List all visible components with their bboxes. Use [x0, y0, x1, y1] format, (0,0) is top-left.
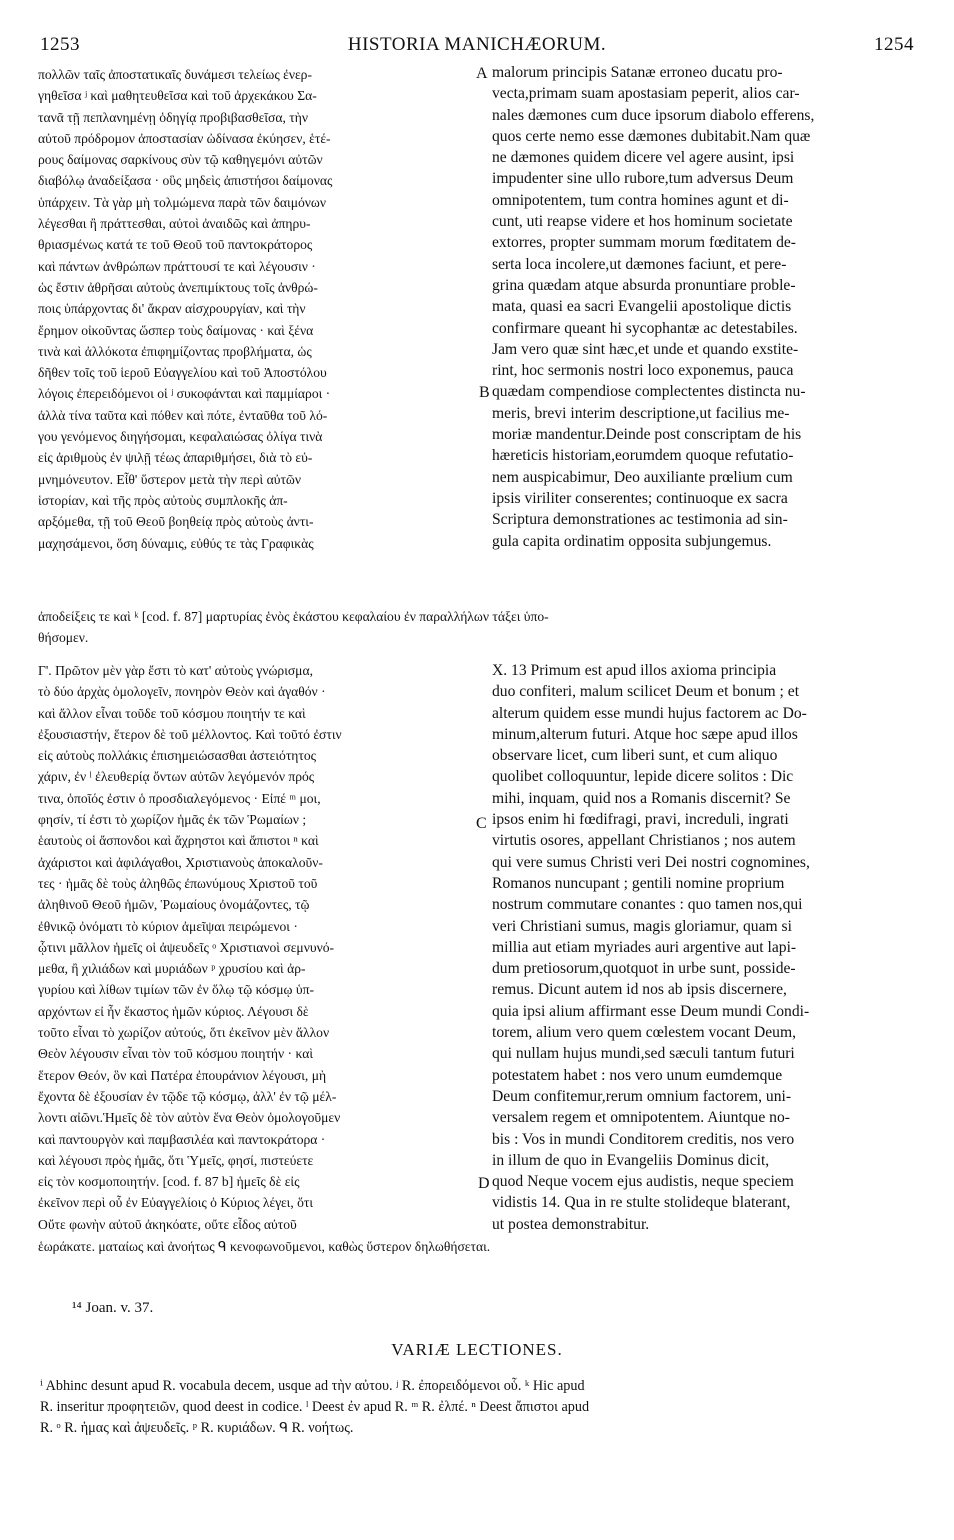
greek-text-line: καὶ παντουργὸν καὶ παμβασιλέα καὶ παντοκράτορα · [38, 1131, 326, 1147]
latin-text-line: in illum de quo in Evangeliis Dominus dicit, [492, 1151, 770, 1169]
margin-marker-b: B [479, 384, 490, 401]
greek-text-line: καὶ πάντων ἀνθρώπων πράττουσί τε καὶ λέγουσιν · [38, 258, 316, 274]
latin-text-line: vecta,primam suam apostasiam peperit, alios car- [492, 85, 800, 103]
greek-text-line: αρξόμεθα, τῇ τοῦ Θεοῦ βοηθείᾳ πρὸς αὐτοὺς ἀντι- [38, 514, 314, 530]
latin-text-line: versalem regem et omnipotentem. Aiuntque no- [492, 1109, 790, 1127]
greek-text-line: ὡς ἔστιν ἀθρῆσαι αὐτοὺς ἀνεπιμίκτους τοῖς ἀνθρώ- [38, 279, 318, 295]
latin-text-line: gula capita ordinatim opposita subjungemus. [492, 532, 772, 550]
greek-text-line: γου γενόμενος διηγήσομαι, κεφαλαιώσας ὀλίγα τινὰ [38, 429, 323, 445]
latin-text-line: moriæ mandentur.Deinde post conscriptam de his [492, 426, 802, 444]
latin-column-bottom [492, 660, 920, 1235]
greek-text-line: καὶ ἄλλον εἶναι τοῦδε τοῦ κόσμου ποιητήν τε καὶ [38, 705, 306, 721]
latin-text-line: Deum confitemur,rerum omnium factorem, uni- [492, 1087, 792, 1105]
greek-text-line: χάριν, ἐν ˡ ἐλευθερίᾳ ὄντων αὐτῶν λεγόμενόν πρός [38, 769, 315, 785]
greek-text-line: τες · ἡμᾶς δὲ τοὺς ἀληθῶς ἐπωνύμους Χριστοῦ τοῦ [38, 875, 318, 891]
greek-text-line: φησίν, τί ἐστι τὸ χωρίζον ἡμᾶς ἐκ τῶν Ῥωμαίων ; [38, 812, 307, 828]
greek-text-line: ἀποδείξεις τε καὶ ᵏ [cod. f. 87] μαρτυρίας ἑνὸς ἑκάστου κεφαλαίου ἐν παραλλήλων τάξει ὑπο- [38, 609, 549, 624]
greek-end-line [38, 1236, 918, 1257]
latin-text-line: rint, hoc sermonis nostri loco exponemus, pauca [492, 362, 794, 380]
latin-text-line: observare licet, cum liberi sunt, et cum aliquo [492, 747, 778, 765]
greek-text-line: ἐξουσιαστήν, ἕτερον δὲ τοῦ μέλλοντος. Καὶ τοῦτό ἐστιν [38, 726, 342, 742]
greek-text-line: αρχόντων εἰ ἦν ἕκαστος ἡμῶν κύριος. Λέγουσι δὲ [38, 1003, 309, 1019]
latin-text-line: ipsis viriliter conserentes; continuoque ex sacra [492, 489, 788, 507]
latin-text-line: alterum quidem esse mundi hujus factorem ac Do- [492, 704, 807, 722]
latin-text-line: grina quædam atque absurda pronuntiare proble- [492, 276, 796, 294]
latin-text-line: torem, alium vero quem cœlestem vocant Deum, [492, 1024, 796, 1042]
latin-text-line: Scriptura demonstrationes ac testimonia ad sin- [492, 511, 788, 529]
greek-text-line: τὸ δύο ἀρχὰς ὁμολογεῖν, πονηρὸν Θεὸν καὶ ἀγαθόν · [38, 684, 326, 700]
latin-text-line: minum,alterum futuri. Atque hoc sæpe apud illos [492, 725, 798, 743]
latin-text-line: Jam vero quæ sint hæc,et unde et quando exstite- [492, 340, 799, 358]
latin-text-line: omnipotentem, tum contra homines agunt et di- [492, 191, 789, 209]
latin-text-line: remus. Dicunt autem id nos ab ipsis discernere, [492, 981, 787, 999]
latin-text-line: X. 13 Primum est apud illos axioma principia [492, 662, 777, 679]
latin-text-line: bis : Vos in mundi Conditorem creditis, nos vero [492, 1130, 795, 1148]
latin-text-line: mata, quasi ea sacri Evangelii apostolique dictis [492, 298, 792, 316]
greek-text-line: ᾧτινι μᾶλλον ἡμεῖς οἱ ἀψευδεῖς ᵒ Χριστιανοὶ σεμνυνό- [38, 939, 335, 955]
greek-text-line: εἰς ἀριθμοὺς ἐν ψιλῇ τέως ἀπαριθμήσει, διὰ τὸ εὐ- [38, 450, 313, 466]
latin-text-line: potestatem habet : nos vero unum eumdemque [492, 1066, 783, 1084]
latin-text-line: quod Neque vocem ejus audistis, neque speciem [492, 1173, 794, 1191]
latin-text-line: cunt, uti reapse videre et hos hominum societate [492, 213, 793, 231]
greek-text-line: Γ'. Πρῶτον μὲν γὰρ ἔστι τὸ κατ' αὐτοὺς γνώρισμα, [38, 663, 313, 678]
latin-text-line: nostrum commutare conantes : quo tamen nos,qui [492, 896, 803, 914]
page-header [40, 34, 914, 60]
greek-column-bottom [38, 660, 478, 1235]
running-title: HISTORIA MANICHÆORUM. [347, 34, 607, 55]
latin-text-line: nem auspicabimur, Deo auxiliante prœlium cum [492, 468, 793, 486]
greek-text-line: Οὔτε φωνὴν αὐτοῦ ἀκηκόατε, οὔτε εἶδος αὐτοῦ [38, 1216, 297, 1232]
greek-text-line: λοντι αἰῶνι.Ἡμεῖς δὲ τὸν αὐτὸν ἕνα Θεὸν ὁμολογοῦμεν [38, 1110, 341, 1126]
greek-text-line: ρους δαίμονας σαρκίνους σὺν τῷ καθηγεμόνι αὐτῶν [38, 152, 323, 168]
greek-end-text: ἑωράκατε. ματαίως καὶ ἀνοήτως ᑫ κενοφωνοῦμενοι, καθὼς ὕστερον δηλωθήσεται. [38, 1239, 491, 1254]
latin-text-line: quædam compendiose complectentes distincta nu- [492, 383, 806, 401]
latin-text-line: nales dæmones cum duce ipsorum diabolo efferens, [492, 106, 815, 124]
latin-text-line: dum pretiosorum,quotquot in urbe sunt, posside- [492, 960, 796, 978]
latin-text-line: qui vere sumus Christi veri Dei nostri cognomines, [492, 853, 810, 871]
greek-text-line: ἐθνικῷ ὀνόματι τὸ κύριον ἀμεῖψαι πειρώμενοι · [38, 918, 298, 934]
greek-text-line: ἔχοντα δὲ ἐξουσίαν ἐν τῷδε τῷ κόσμῳ, ἀλλ' ἐν τῷ μέλ- [38, 1088, 337, 1104]
latin-text-line: extorres, propter summam morum fœditatem de- [492, 234, 796, 252]
greek-text-line: ἀλλὰ τίνα ταῦτα καὶ πόθεν καὶ πότε, ἐνταῦθα τοῦ λό- [38, 407, 328, 423]
margin-marker-a: A [476, 65, 488, 82]
greek-text-line: ἀληθινοῦ Θεοῦ ἡμῶν, Ῥωμαίους ὀνομάζοντες, τῷ [38, 897, 310, 913]
greek-text-line: πολλῶν ταῖς ἀποστατικαῖς δυνάμεσι τελείως ἐνερ- [38, 67, 312, 82]
greek-text-line: διαβόλῳ ἀναδείξασα · οὓς μηδεὶς ἀπιστήσοι δαίμονας [38, 173, 333, 189]
latin-text-line: meris, brevi interim descriptione,ut facilius me- [492, 404, 790, 422]
margin-marker-c: C [476, 815, 487, 832]
greek-text-line: εἰς αὐτοὺς πολλάκις ἐπισημειώσασθαι ἀστειότητος [38, 748, 317, 764]
page-number-right: 1254 [874, 34, 914, 55]
greek-text-line: ποις ὑπάρχοντας δι' ἄκραν αἰσχρουργίαν, καὶ τὴν [38, 301, 306, 317]
latin-text-line: vidistis 14. Qua in re stulte stolideque blaterant, [492, 1194, 791, 1212]
greek-text-line: γηθεῖσα ʲ καὶ μαθητευθεῖσα καὶ τοῦ ἀρχεκάκου Σα- [38, 88, 317, 104]
greek-text-line: τινα, ὁποῖός ἐστιν ὁ προσδιαλεγόμενος · Εἰπέ ᵐ μοι, [38, 790, 321, 806]
greek-text-line: θήσομεν. [38, 630, 89, 645]
greek-text-line: θριασμένως κατά τε τοῦ Θεοῦ τοῦ παντοκράτορος [38, 237, 313, 253]
latin-text-line: millia aut etiam myriades auri argentive aut lapi- [492, 938, 797, 956]
greek-full-width [38, 606, 918, 648]
latin-text-line: ipsos enim hi fœdifragi, pravi, increduli, ingrati [492, 811, 789, 829]
latin-text-line: quolibet colloquuntur, lepide dicere solitos : Dic [492, 768, 794, 786]
greek-text-line: λόγοις ἐπερειδόμενοι οἱ ʲ συκοφάνται καὶ παμμίαροι · [38, 386, 331, 402]
greek-text-line: λέγεσθαι ἢ πράττεσθαι, αὐτοὶ ἀναιδῶς καὶ ἀπηρυ- [38, 216, 311, 232]
latin-text-line: serta loca incolere,ut dæmones faciunt, et pere- [492, 255, 787, 273]
latin-text-line: virtutis osores, appellant Christianos ; nos autem [492, 832, 796, 850]
variant-reading-line: R. inseritur προφητειῶν, quod deest in codice. ˡ Deest ἐν apud R. ᵐ R. ἐλπέ. ⁿ Deest ἄπιστοι apud [40, 1399, 590, 1415]
latin-text-line: ne dæmones quidem dicere vel agere ausint, ipsi [492, 149, 795, 167]
greek-text-line: μεθα, ἢ χιλιάδων καὶ μυριάδων ᵖ χρυσίου καὶ ἀρ- [38, 961, 306, 977]
latin-text-line: malorum principis Satanæ erroneo ducatu pro- [492, 64, 783, 81]
variant-reading-line: ⁱ Abhinc desunt apud R. vocabula decem, usque ad τὴν αὐτου. ʲ R. ἐπορειδόμενοι οὗ. ᵏ Hic apud [40, 1378, 585, 1394]
greek-text-line: μνημόνευτον. Εἶθ' ὕστερον μετὰ τὴν περὶ αὐτῶν [38, 471, 302, 487]
greek-text-line: αὐτοῦ πρόδρομον ἀποστασίαν ὠδίνασα ἐκύησεν, ἑτέ- [38, 130, 331, 146]
greek-text-line: ἀχάριστοι καὶ ἀφιλάγαθοι, Χριστιανοὺς ἀποκαλοῦν- [38, 854, 323, 870]
margin-marker-d: D [478, 1175, 490, 1192]
greek-text-line: τινὰ καὶ ἀλλόκοτα ἐπιφημίζοντας προβλήματα, ὡς [38, 343, 312, 359]
greek-text-line: δῆθεν τοῖς τοῦ ἱεροῦ Εὐαγγελίου καὶ τοῦ Ἀποστόλου [38, 365, 327, 381]
greek-text-line: καὶ λέγουσι πρὸς ἡμᾶς, ὅτι Ὑμεῖς, φησί, πιστεύετε [38, 1152, 314, 1168]
greek-text-line: τανᾶ τῇ πεπλανημένῃ ὁδηγίᾳ προβιβασθεῖσα, τὴν [38, 109, 308, 125]
greek-text-line: εἰς τὸν κοσμοποιητήν. [cod. f. 87 b] ἡμεῖς δὲ εἰς [38, 1174, 300, 1190]
greek-text-line: ἱστορίαν, καὶ τῆς πρὸς αὐτοὺς συμπλοκῆς ἀπ- [38, 492, 288, 508]
latin-text-line: Romanos nuncupant ; gentili nomine proprium [492, 874, 785, 892]
latin-text-line: duo confiteri, malum scilicet Deum et bonum ; et [492, 683, 800, 701]
greek-column-top [38, 64, 478, 554]
latin-text-line: quos certe nemo esse dæmones dubitabit.Nam quæ [492, 127, 811, 145]
latin-column-top [492, 62, 920, 552]
latin-text-line: qui nullam hujus mundi,sed sæculi tantum futuri [492, 1045, 795, 1063]
latin-text-line: hæreticis historiam,eorumdem quoque refutatio- [492, 447, 794, 465]
greek-text-line: μαχησάμενοι, ὅση δύναμις, εὐθύς τε τὰς Γραφικὰς [38, 535, 314, 551]
latin-text-line: ut postea demonstrabitur. [492, 1215, 650, 1233]
greek-text-line: γυρίου καὶ λίθων τιμίων τῶν ἐν ὅλῳ τῷ κόσμῳ ὑπ- [38, 982, 315, 998]
greek-text-line: τοῦτο εἶναι τὸ χωρίζον αὐτούς, ὅτι ἐκεῖνον μὲν ἄλλον [38, 1025, 330, 1041]
greek-text-line: ἔρημον οἰκοῦντας ὥσπερ τοὺς δαίμονας · καὶ ξένα [38, 322, 314, 338]
latin-text-line: confirmare queant hi sycophantæ ac detestabiles. [492, 319, 798, 337]
latin-text-line: veri Christiani sumus, magis gloriamur, quam si [492, 917, 792, 935]
variae-lectiones-title: VARIÆ LECTIONES. [391, 1340, 563, 1359]
variae-lectiones [40, 1376, 920, 1439]
page-number-left: 1253 [40, 34, 80, 55]
greek-text-line: ὑπάρχειν. Τὰ γὰρ μὴ τολμώμενα παρὰ τῶν δαιμόνων [38, 194, 327, 210]
latin-text-line: quia ipsi alium affirmant esse Deum mundi Condi- [492, 1002, 810, 1020]
latin-text-line: mihi, inquam, quid nos a Romanis discernit? Se [492, 789, 791, 807]
footnote: ¹⁴ Joan. v. 37. [72, 1300, 154, 1316]
latin-text-line: impudenter sine ullo rubore,tum adversus Deum [492, 170, 794, 188]
greek-text-line: ἕτερον Θεόν, ὃν καὶ Πατέρα ἐπουράνιον λέγουσι, μὴ [38, 1067, 327, 1083]
variant-reading-line: R. ᵒ R. ἡμας καὶ ἀψευδεῖς. ᵖ R. κυριάδων. ᑫ R. νοήτως. [40, 1420, 354, 1436]
greek-text-line: ἐκεῖνον περὶ οὗ ἐν Εὐαγγελίοις ὁ Κύριος λέγει, ὅτι [38, 1195, 314, 1211]
greek-text-line: Θεὸν λέγουσιν εἶναι τὸν τοῦ κόσμου ποιητήν · καὶ [38, 1046, 313, 1062]
greek-text-line: ἑαυτοὺς οἱ ἄσπονδοι καὶ ἄχρηστοι καὶ ἄπιστοι ⁿ καὶ [38, 833, 319, 849]
